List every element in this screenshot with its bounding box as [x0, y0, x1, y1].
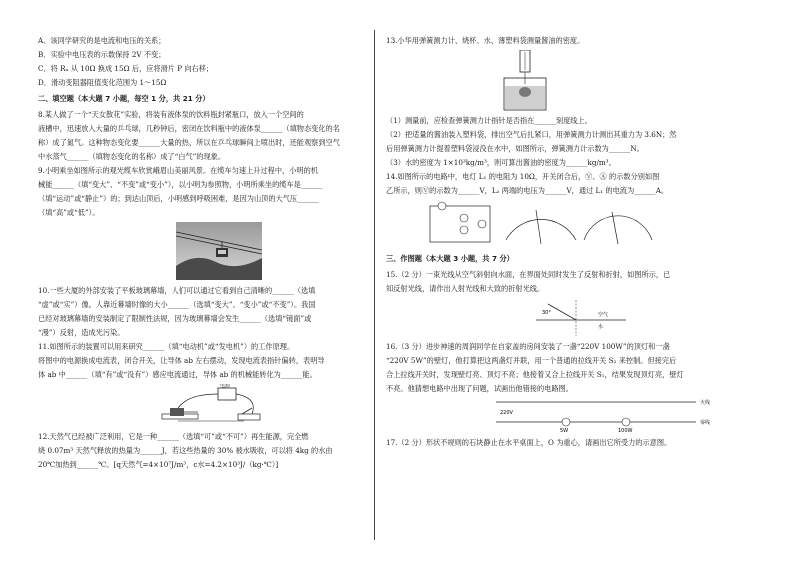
spring-scale-diagram — [496, 50, 748, 112]
q9-line1: 9.小明乘坐如图所示的观光缆车欣赏峨眉山美丽风景。在缆车匀速上升过程中，小明的机 — [38, 166, 318, 175]
q12-line1: 12.天然气已经被广泛利用，它是一种______（选填“可”或“不可”）再生能源，完全燃 — [38, 432, 309, 441]
section-3-heading: 三、作图题（本大题 3 小题，共 7 分） — [386, 254, 514, 263]
q8-line1: 8.某人做了一个“天女散花”实验，将装有液体泵的饮料瓶封紧瓶口，放入一个空间的 — [38, 110, 304, 119]
q9-line3: （填“运动”或“静止”）的；到达山顶后，小明感到呼吸困难，是因为山顶的大气压______ — [38, 194, 319, 203]
q10-line1: 10.一些大厦的外部安装了平板玻璃幕墙，人们可以通过它看到自己清晰的______（选填 — [38, 286, 316, 295]
q10-line3: 已经对玻璃幕墙的安装制定了限制性法规，因为玻璃幕墙会发生______（选填“镜面”或 — [38, 314, 312, 323]
option-a: A．该同学研究的是电流和电压的关系； — [38, 36, 166, 45]
light-refraction-diagram — [536, 298, 748, 338]
live-wire-label: 火线 — [700, 400, 711, 406]
generator-diagram — [148, 384, 366, 428]
ceiling-lamp-label: 100W — [618, 428, 633, 434]
q11-line1: 11.如图所示的装置可以用来研究______（填“电动机”或“发电机”）的工作原理。 — [38, 342, 295, 351]
option-d: D．滑动变阻器阻值变化范围为 1～15Ω — [38, 78, 167, 87]
q13-line5: （3）水的密度为 1×10³kg/m³，则可算出酱油的密度为______kg/m³。 — [386, 158, 616, 167]
q10-line2: “虚”或“实”）像。人靠近幕墙时像的大小______（选填“变大”、“变小”或“不变”）。我国 — [38, 300, 316, 309]
section-2-heading: 二、填空题（本大题 7 小题，每空 1 分，共 21 分） — [38, 94, 210, 103]
q8-line2: 液槽中，迅速放入大量的乒乓球，几秒钟后，密闭在饮料瓶中的液体泵______（填物态变化的名 — [38, 124, 340, 133]
q16-line2: “220V 5W”的壁灯，他打算把这两盏灯并联，用一个普通的拉线开关 S₂ 来控制。但接完后 — [386, 356, 677, 365]
option-b: B．实验中电压表的示数保持 2V 不变； — [38, 50, 166, 59]
q13-line3: （2）把适量的酱油装入塑料袋，排出空气后扎紧口，用弹簧测力计测出其重力为 3.6N；然 — [386, 130, 677, 139]
q12-line2: 烧 0.07m³ 天然气释放的热量为______J，若这些热量的 30% 被水吸收，可以将 4kg 的水由 — [38, 446, 333, 455]
q8-line4: 中水蒸气______（填物态变化的名称）成了“白气”的现象。 — [38, 152, 226, 161]
q12-line3: 20℃加热到______℃。[q天然气=4×10⁷J/m³，c水=4.2×10³J/（kg·℃）] — [38, 460, 279, 469]
q15-line1: 15.（2 分）一束光线从空气斜射向水面，在界面处同时发生了反射和折射，如图所示，已 — [386, 270, 671, 279]
q9-line4: （填“高”或“低”）。 — [38, 208, 100, 217]
q11-line2: 将图中的电源换成电流表，闭合开关，让导体 ab 左右摆动，发现电流表指针偏转，表明导 — [38, 356, 325, 365]
column-divider — [374, 30, 375, 540]
left-column — [38, 34, 366, 472]
option-c: C．将 Rₓ 从 10Ω 换成 15Ω 后，应将滑片 P 向右移； — [38, 64, 214, 73]
q8-line3: 称）成了氮气。这种物态变化要______大量的热，所以在乒乓球瞬间上喷出时，还能观察到空气 — [38, 138, 340, 147]
q14-line1: 14.如图所示的电路中，电灯 L₁ 的电阻为 10Ω，开关闭合后，Ⓥ、Ⓐ 的示数分别如图 — [386, 172, 660, 181]
q14-line2: 乙所示，则Ⓥ的示数为______V，L₂ 两端的电压为______V，通过 L₁ 的电流为______A。 — [386, 186, 669, 195]
q13-line4: 后用弹簧测力计提着塑料袋浸没在水中，如图所示，弹簧测力计示数为______N。 — [386, 144, 644, 153]
lamp-circuit-diagram — [496, 398, 748, 434]
q10-line4: “漫”）反射，造成光污染。 — [38, 328, 125, 337]
air-label: 空气 — [598, 312, 609, 318]
neutral-wire-label: 零线 — [700, 420, 711, 426]
q13-line1: 13.小华用弹簧测力计、烧杯、水、薄塑料袋测量酱油的密度。 — [386, 36, 585, 45]
voltage-label: 220V — [500, 410, 513, 416]
q16-line1: 16.（3 分）进步神速的周润同学在自家盖的房间安装了一盏“220V 100W”的顶灯和一盏 — [386, 342, 670, 351]
right-column — [386, 34, 748, 450]
wall-lamp-label: 5W — [560, 428, 569, 434]
cable-car-photo — [176, 222, 366, 282]
q16-line4: 不亮。他猜想电路中出现了问题，试画出他错接的电路图。 — [386, 384, 573, 393]
q16-line3: 合上拉线开关时，发现壁灯亮、顶灯不亮；他接着又合上拉线开关 S₁，结果发现顶灯亮，壁灯 — [386, 370, 684, 379]
q13-line2: （1）测量前，应检查弹簧测力计指针是否指在______刻度线上。 — [386, 116, 592, 125]
q11-line3: 体 ab 中______（填“有”或“没有”）感应电流通过，导体 ab 的机械能转化为______能。 — [38, 370, 317, 379]
power-source-label: 电源 — [220, 384, 231, 389]
q9-line2: 械能______（填“变大”、“不变”或“变小”），以小明为参照物，小明所乘坐的缆车是______ — [38, 180, 323, 189]
circuit-and-meters-figure — [426, 200, 748, 250]
angle-label: 30° — [542, 310, 551, 316]
q17-line1: 17.（2 分）形状不规则的石块静止在水平桌面上，O 为重心，请画出它所受力的示意图。 — [386, 438, 672, 447]
q15-line2: 知反射光线，请作出入射光线和大致的折射光线。 — [386, 284, 545, 293]
water-label: 水 — [598, 324, 604, 330]
